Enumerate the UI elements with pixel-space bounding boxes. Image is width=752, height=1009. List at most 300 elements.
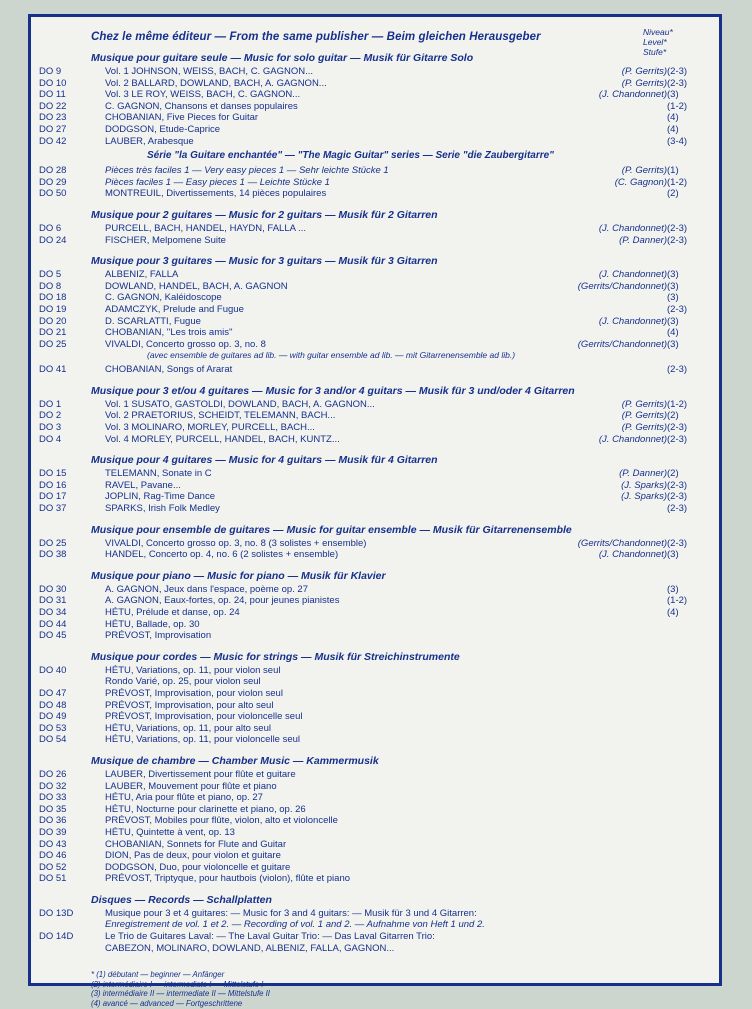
catalog-arranger xyxy=(529,665,667,677)
table-row xyxy=(39,503,711,515)
catalog-arranger xyxy=(529,503,667,515)
catalog-level: (2-3) xyxy=(667,222,688,234)
catalog-level xyxy=(667,700,711,712)
catalog-title: Vol. 3 LE ROY, WEISS, BACH, C. GAGNON... xyxy=(105,89,301,101)
catalog-table xyxy=(39,584,711,642)
catalog-title: D. SCARLATTI, Fugue xyxy=(105,315,201,327)
catalog-title: FISCHER, Melpomene Suite xyxy=(105,234,226,246)
catalog-title: HÉTU, Quintette à vent, op. 13 xyxy=(105,826,235,838)
catalog-title: Musique pour 3 et 4 guitares: — Music for 3 and 4 guitars: — Musik für 3 und 4 Gitarren: xyxy=(105,907,477,919)
table-row xyxy=(39,688,711,700)
table-row xyxy=(39,235,711,247)
catalog-arranger: (P. Gerrits) xyxy=(621,398,667,410)
catalog-level: (3) xyxy=(667,315,679,327)
section-title: Musique pour 3 et/ou 4 guitares — Music for 3 and/or 4 guitars — Musik für 3 und/oder 4 Gitarren xyxy=(91,384,575,397)
table-row xyxy=(39,89,711,101)
catalog-level: (2-3) xyxy=(667,303,688,315)
catalog-table xyxy=(39,399,711,445)
catalog-arranger: (J. Chandonnet) xyxy=(598,315,667,327)
catalog-title: HÉTU, Prélude et danse, op. 24 xyxy=(105,607,240,618)
catalog-level xyxy=(667,873,711,885)
catalog-level xyxy=(667,839,711,851)
catalog-level: (3) xyxy=(667,292,679,304)
catalog-table xyxy=(39,665,711,746)
catalog-arranger: (Gerrits/Chandonnet) xyxy=(577,338,667,350)
catalog-code: DO 49 xyxy=(39,711,67,723)
catalog-arranger xyxy=(529,101,667,113)
catalog-arranger: (J. Chandonnet) xyxy=(598,269,667,281)
table-row xyxy=(39,723,711,735)
catalog-level: (1) xyxy=(667,165,679,177)
table-row xyxy=(39,619,711,631)
catalog-arranger xyxy=(529,630,667,642)
catalog-arranger: (J. Chandonnet) xyxy=(598,89,667,101)
table-row xyxy=(39,304,711,316)
catalog-level: (2-3) xyxy=(667,479,688,491)
catalog-level: (3) xyxy=(667,583,679,595)
catalog-title: A. GAGNON, Jeux dans l'espace, poème op. 27 xyxy=(105,583,309,595)
catalog-arranger xyxy=(529,931,667,943)
table-row xyxy=(39,101,711,113)
catalog-level: (3) xyxy=(667,269,679,281)
catalog-arranger: (P. Gerrits) xyxy=(621,66,667,77)
catalog-level: (1-2) xyxy=(667,100,688,112)
footnote-1: (2) intermédiaire I — intermediate I — Mittelstufe I xyxy=(91,979,264,989)
catalog-arranger xyxy=(529,364,667,376)
table-row xyxy=(39,188,711,200)
catalog-arranger: (J. Chandonnet) xyxy=(598,222,667,234)
catalog-arranger xyxy=(529,676,667,688)
catalog-title: PRÉVOST, Improvisation, pour alto seul xyxy=(105,699,274,711)
catalog-title: Vol. 2 BALLARD, DOWLAND, BACH, A. GAGNON... xyxy=(105,77,327,89)
table-row xyxy=(39,919,711,931)
catalog-title: C. GAGNON, Chansons et danses populaires xyxy=(105,100,298,112)
table-row xyxy=(39,850,711,862)
section-title: Musique pour 4 guitares — Music for 4 guitars — Musik für 4 Gitarren xyxy=(91,454,438,467)
catalog-level xyxy=(667,792,711,804)
catalog-level: (2-3) xyxy=(667,422,688,434)
catalog-code: DO 42 xyxy=(39,135,67,147)
catalog-code: DO 25 xyxy=(39,537,67,549)
catalog-level xyxy=(667,665,711,677)
catalog-code: DO 17 xyxy=(39,491,67,503)
table-row xyxy=(39,177,711,189)
level-legend-line-0: Niveau* xyxy=(643,27,673,37)
level-legend-line-1: Level* xyxy=(643,37,667,47)
catalog-table xyxy=(39,908,711,954)
catalog-arranger xyxy=(529,124,667,136)
table-row xyxy=(39,711,711,723)
catalog-code: DO 1 xyxy=(39,398,62,410)
table-row xyxy=(39,676,711,688)
catalog-code: DO 19 xyxy=(39,303,67,315)
catalog-title: PRÉVOST, Triptyque, pour hautbois (violon), flûte et piano xyxy=(105,873,351,885)
catalog-table xyxy=(39,468,711,514)
catalog-level: (1-2) xyxy=(667,595,688,607)
catalog-arranger xyxy=(529,584,667,596)
catalog-code: DO 32 xyxy=(39,780,67,792)
catalog-level: (1-2) xyxy=(667,176,688,188)
catalog-level: (4) xyxy=(667,327,679,339)
catalog-arranger xyxy=(529,862,667,874)
catalog-title: DOWLAND, HANDEL, BACH, A. GAGNON xyxy=(105,280,288,292)
catalog-arranger xyxy=(529,839,667,851)
catalog-section xyxy=(39,651,711,746)
table-row xyxy=(39,734,711,746)
table-row xyxy=(39,931,711,943)
catalog-code: DO 48 xyxy=(39,699,67,711)
catalog-level: (2-3) xyxy=(667,537,688,549)
catalog-level xyxy=(667,931,711,943)
catalog-section xyxy=(39,524,711,561)
catalog-code: DO 43 xyxy=(39,838,67,850)
catalog-title: HANDEL, Concerto op. 4, no. 6 (2 solistes + ensemble) xyxy=(105,549,339,561)
catalog-level: (2-3) xyxy=(667,364,688,376)
table-row xyxy=(39,665,711,677)
catalog-table xyxy=(39,364,711,376)
catalog-level xyxy=(667,804,711,816)
table-row xyxy=(39,165,711,177)
catalog-level: (2-3) xyxy=(667,66,688,77)
catalog-arranger xyxy=(529,850,667,862)
footnotes xyxy=(91,970,711,1008)
catalog-level xyxy=(667,827,711,839)
table-row xyxy=(39,584,711,596)
catalog-arranger: (P. Gerrits) xyxy=(621,165,667,177)
catalog-code: DO 52 xyxy=(39,861,67,873)
table-row xyxy=(39,873,711,885)
catalog-level xyxy=(667,734,711,746)
footnote-0: * (1) débutant — beginner — Anfänger xyxy=(91,970,225,980)
table-row xyxy=(39,815,711,827)
catalog-inner xyxy=(39,25,711,1009)
catalog-arranger xyxy=(529,908,667,920)
catalog-code: DO 8 xyxy=(39,280,62,292)
catalog-arranger xyxy=(529,327,667,339)
catalog-table xyxy=(39,269,711,350)
catalog-arranger: (P. Danner) xyxy=(619,234,667,246)
catalog-arranger: (C. Gagnon) xyxy=(614,176,667,188)
catalog-table xyxy=(39,66,711,147)
catalog-code: DO 40 xyxy=(39,664,67,676)
catalog-level: (2-3) xyxy=(667,77,688,89)
catalog-code: DO 47 xyxy=(39,687,67,699)
section-title: Musique pour piano — Music for piano — Musik für Klavier xyxy=(91,569,386,582)
catalog-title: HÉTU, Ballade, op. 30 xyxy=(105,618,200,630)
catalog-arranger xyxy=(529,723,667,735)
catalog-title: CHOBANIAN, Sonnets for Flute and Guitar xyxy=(105,838,287,850)
catalog-arranger xyxy=(529,827,667,839)
catalog-code: DO 33 xyxy=(39,792,67,804)
catalog-code: DO 5 xyxy=(39,269,62,281)
catalog-title: VIVALDI, Concerto grosso op. 3, no. 8 xyxy=(105,338,266,350)
table-row xyxy=(39,364,711,376)
section-title: Disques — Records — Schallplatten xyxy=(91,893,272,906)
table-row xyxy=(39,549,711,561)
catalog-arranger xyxy=(529,688,667,700)
catalog-section xyxy=(39,255,711,376)
sections-container xyxy=(39,52,711,954)
catalog-section xyxy=(39,454,711,514)
catalog-code: DO 3 xyxy=(39,422,62,434)
catalog-code: DO 50 xyxy=(39,188,67,200)
table-row xyxy=(39,422,711,434)
catalog-code: DO 41 xyxy=(39,364,67,376)
table-row xyxy=(39,538,711,550)
catalog-level xyxy=(667,688,711,700)
catalog-table xyxy=(39,769,711,885)
catalog-title: DION, Pas de deux, pour violon et guitare xyxy=(105,850,281,862)
table-row xyxy=(39,839,711,851)
catalog-level: (4) xyxy=(667,607,679,618)
table-row xyxy=(39,781,711,793)
catalog-code: DO 11 xyxy=(39,89,66,101)
catalog-title: LAUBER, Arabesque xyxy=(105,135,194,147)
catalog-code: DO 31 xyxy=(39,595,67,607)
catalog-code: DO 38 xyxy=(39,549,67,561)
table-row xyxy=(39,112,711,124)
catalog-code: DO 44 xyxy=(39,618,67,630)
catalog-code: DO 2 xyxy=(39,410,62,422)
catalog-code: DO 54 xyxy=(39,734,67,746)
catalog-arranger xyxy=(529,619,667,631)
catalog-arranger xyxy=(529,595,667,607)
catalog-title: Vol. 4 MORLEY, PURCELL, HANDEL, BACH, KUNTZ... xyxy=(105,433,340,445)
catalog-level: (2) xyxy=(667,468,679,480)
table-row xyxy=(39,399,711,411)
catalog-code: DO 39 xyxy=(39,826,67,838)
table-row xyxy=(39,269,711,281)
catalog-title: HÉTU, Variations, op. 11, pour violoncelle seul xyxy=(105,734,301,746)
catalog-level xyxy=(667,908,711,920)
catalog-code: DO 37 xyxy=(39,503,67,515)
catalog-level xyxy=(667,919,711,931)
catalog-arranger xyxy=(529,943,667,955)
table-row xyxy=(39,468,711,480)
catalog-code: DO 34 xyxy=(39,607,67,618)
catalog-code: DO 16 xyxy=(39,479,67,491)
catalog-code xyxy=(39,919,105,931)
catalog-level: (2) xyxy=(667,410,679,422)
catalog-title: CHOBANIAN, Five Pieces for Guitar xyxy=(105,112,259,124)
catalog-code: DO 35 xyxy=(39,803,67,815)
catalog-code: DO 23 xyxy=(39,112,67,124)
catalog-code xyxy=(39,943,105,955)
catalog-title: Enregistrement de vol. 1 et 2. — Recording of vol. 1 and 2. — Aufnahme von Heft 1 und 2. xyxy=(105,919,485,931)
catalog-title: HÉTU, Variations, op. 11, pour violon seul xyxy=(105,664,281,676)
table-row xyxy=(39,292,711,304)
catalog-code: DO 51 xyxy=(39,873,67,885)
catalog-arranger xyxy=(529,700,667,712)
catalog-code: DO 22 xyxy=(39,100,67,112)
section-title: Musique de chambre — Chamber Music — Kammermusik xyxy=(91,754,379,767)
catalog-table xyxy=(39,538,711,561)
catalog-section xyxy=(39,894,711,954)
table-row xyxy=(39,607,711,619)
catalog-title: A. GAGNON, Eaux-fortes, op. 24, pour jeunes pianistes xyxy=(105,595,340,607)
catalog-code: DO 18 xyxy=(39,292,67,304)
catalog-level xyxy=(667,815,711,827)
section-title: Musique pour ensemble de guitares — Music for guitar ensemble — Musik für Gitarrenensemble xyxy=(91,523,572,536)
catalog-level: (3) xyxy=(667,280,679,292)
catalog-title: RAVEL, Pavane... xyxy=(105,479,181,491)
catalog-level: (3) xyxy=(667,549,679,561)
table-row xyxy=(39,327,711,339)
table-row xyxy=(39,136,711,148)
catalog-code: DO 30 xyxy=(39,583,67,595)
table-row xyxy=(39,339,711,351)
catalog-table xyxy=(39,165,711,200)
catalog-title: MONTREUIL, Divertissements, 14 pièces populaires xyxy=(105,188,327,200)
catalog-title: PURCELL, BACH, HANDEL, HAYDN, FALLA ... xyxy=(105,222,306,234)
catalog-level xyxy=(667,723,711,735)
catalog-arranger xyxy=(529,792,667,804)
catalog-arranger: (J. Chandonnet) xyxy=(598,549,667,561)
section-title: Musique pour 2 guitares — Music for 2 guitars — Musik für 2 Gitarren xyxy=(91,208,438,221)
section-note: (avec ensemble de guitares ad lib. — with guitar ensemble ad lib. — mit Gitarrenensemble ad lib.) xyxy=(147,350,516,361)
table-row xyxy=(39,281,711,293)
catalog-code: DO 14D xyxy=(39,931,74,943)
catalog-code: DO 53 xyxy=(39,722,67,734)
catalog-level xyxy=(667,619,711,631)
catalog-arranger xyxy=(529,804,667,816)
catalog-level: (2-3) xyxy=(667,433,688,445)
catalog-title: Pièces très faciles 1 — Very easy pieces 1 — Sehr leichte Stücke 1 xyxy=(105,165,389,177)
catalog-title: CHOBANIAN, ''Les trois amis'' xyxy=(105,327,233,339)
catalog-arranger xyxy=(529,711,667,723)
section-title: Musique pour 3 guitares — Music for 3 guitars — Musik für 3 Gitarren xyxy=(91,255,438,268)
catalog-title: JOPLIN, Rag-Time Dance xyxy=(105,491,215,503)
catalog-level: (2-3) xyxy=(667,234,688,246)
catalog-level: (4) xyxy=(667,112,679,124)
table-row xyxy=(39,78,711,90)
table-row xyxy=(39,316,711,328)
section-title: Musique pour guitare seule — Music for solo guitar — Musik für Gitarre Solo xyxy=(91,52,474,64)
table-row xyxy=(39,700,711,712)
catalog-code: DO 26 xyxy=(39,768,67,780)
catalog-title: Rondo Varié, op. 25, pour violon seul xyxy=(105,676,261,688)
catalog-arranger xyxy=(529,873,667,885)
catalog-code: DO 28 xyxy=(39,165,67,177)
catalog-code: DO 45 xyxy=(39,630,67,642)
page-title: Chez le même éditeur — From the same publisher — Beim gleichen Herausgeber xyxy=(91,31,541,43)
catalog-code: DO 46 xyxy=(39,850,67,862)
catalog-title: HÉTU, Aria pour flûte et piano, op. 27 xyxy=(105,792,263,804)
catalog-title: Vol. 3 MOLINARO, MORLEY, PURCELL, BACH... xyxy=(105,422,315,434)
table-row xyxy=(39,630,711,642)
footnote-2: (3) intermédiaire II — intermediate II — Mittelstufe II xyxy=(91,989,270,999)
catalog-level xyxy=(667,711,711,723)
catalog-title: LAUBER, Mouvement pour flûte et piano xyxy=(105,780,277,792)
catalog-arranger: (Gerrits/Chandonnet) xyxy=(577,537,667,549)
catalog-title: DODGSON, Etude-Caprice xyxy=(105,123,221,135)
table-row xyxy=(39,223,711,235)
catalog-title: DODGSON, Duo, pour violoncelle et guitare xyxy=(105,861,291,873)
catalog-code: DO 36 xyxy=(39,815,67,827)
catalog-arranger xyxy=(529,919,667,931)
catalog-level: (3) xyxy=(667,338,679,350)
footnote-3: (4) avancé — advanced — Fortgeschrittene xyxy=(91,999,243,1009)
catalog-level: (2) xyxy=(667,188,679,200)
catalog-title: C. GAGNON, Kaléidoscope xyxy=(105,292,222,304)
catalog-title: ALBENIZ, FALLA xyxy=(105,269,179,281)
table-row xyxy=(39,827,711,839)
catalog-arranger: (P. Danner) xyxy=(619,468,667,480)
table-row xyxy=(39,792,711,804)
catalog-arranger: (J. Sparks) xyxy=(621,491,667,503)
catalog-level xyxy=(667,862,711,874)
catalog-level xyxy=(667,769,711,781)
catalog-arranger xyxy=(529,815,667,827)
catalog-code: DO 9 xyxy=(39,66,62,77)
catalog-code xyxy=(39,676,105,688)
catalog-code: DO 20 xyxy=(39,315,67,327)
catalog-arranger: (Gerrits/Chandonnet) xyxy=(577,280,667,292)
table-row xyxy=(39,491,711,503)
table-row xyxy=(39,124,711,136)
table-row xyxy=(39,434,711,446)
table-row xyxy=(39,410,711,422)
table-row xyxy=(39,769,711,781)
catalog-level: (4) xyxy=(667,123,679,135)
catalog-level: (2-3) xyxy=(667,503,688,515)
catalog-title: HÉTU, Variations, op. 11, pour alto seul xyxy=(105,722,271,734)
table-row xyxy=(39,943,711,955)
catalog-title: Vol. 2 PRAETORIUS, SCHEIDT, TELEMANN, BACH... xyxy=(105,410,336,422)
catalog-title: SPARKS, Irish Folk Medley xyxy=(105,503,220,515)
level-legend xyxy=(643,27,705,57)
catalog-title: Le Trio de Guitares Laval: — The Laval Guitar Trio: — Das Laval Gitarren Trio: xyxy=(105,931,435,943)
catalog-section xyxy=(39,385,711,445)
table-row xyxy=(39,862,711,874)
catalog-level xyxy=(667,781,711,793)
table-row xyxy=(39,804,711,816)
catalog-code: DO 13D xyxy=(39,907,74,919)
catalog-code: DO 27 xyxy=(39,123,67,135)
catalog-arranger xyxy=(529,607,667,619)
catalog-title: PRÉVOST, Improvisation xyxy=(105,630,212,642)
catalog-title: LAUBER, Divertissement pour flûte et guitare xyxy=(105,768,296,780)
catalog-code: DO 24 xyxy=(39,234,67,246)
catalog-code: DO 10 xyxy=(39,77,67,89)
catalog-arranger xyxy=(529,112,667,124)
section-title: Musique pour cordes — Music for strings — Musik für Streichinstrumente xyxy=(91,650,460,663)
catalog-level: (1-2) xyxy=(667,398,688,410)
catalog-page xyxy=(28,14,722,1009)
catalog-title: CHOBANIAN, Songs of Ararat xyxy=(105,364,233,376)
catalog-title: CABEZON, MOLINARO, DOWLAND, ALBENIZ, FALLA, GAGNON... xyxy=(105,942,395,954)
table-row xyxy=(39,480,711,492)
catalog-arranger xyxy=(529,188,667,200)
catalog-code: DO 4 xyxy=(39,433,62,445)
catalog-title: ADAMCZYK, Prelude and Fugue xyxy=(105,303,244,315)
catalog-arranger xyxy=(529,136,667,148)
catalog-title: Pièces faciles 1 — Easy pieces 1 — Leichte Stücke 1 xyxy=(105,176,330,188)
catalog-arranger: (J. Sparks) xyxy=(621,479,667,491)
catalog-level: (3-4) xyxy=(667,135,688,147)
catalog-code: DO 21 xyxy=(39,327,67,339)
catalog-level xyxy=(667,676,711,688)
catalog-arranger xyxy=(529,769,667,781)
catalog-arranger: (P. Gerrits) xyxy=(621,77,667,89)
catalog-level: (2-3) xyxy=(667,491,688,503)
catalog-section xyxy=(39,570,711,642)
catalog-code: DO 6 xyxy=(39,222,62,234)
catalog-title: Vol. 1 SUSATO, GASTOLDI, DOWLAND, BACH, A. GAGNON... xyxy=(105,398,375,410)
catalog-code: DO 25 xyxy=(39,338,67,350)
catalog-arranger: (P. Gerrits) xyxy=(621,410,667,422)
catalog-section xyxy=(39,209,711,246)
